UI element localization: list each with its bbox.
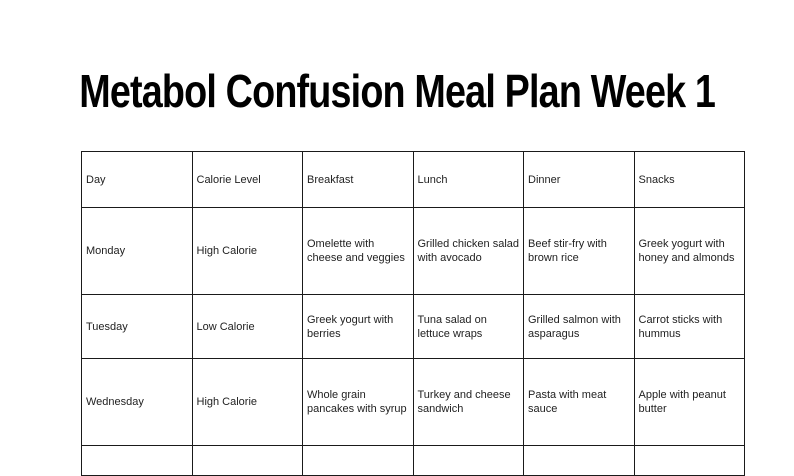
cell-snacks: Greek yogurt with honey and almonds: [634, 208, 745, 295]
cell-lunch: Tuna salad on lettuce wraps: [413, 295, 524, 359]
cell-calorie-level: High Calorie: [192, 208, 303, 295]
header-dinner: Dinner: [524, 152, 635, 208]
cell-snacks: Apple with peanut butter: [634, 359, 745, 446]
header-snacks: Snacks: [634, 152, 745, 208]
cell-lunch: [413, 446, 524, 476]
header-breakfast: Breakfast: [303, 152, 414, 208]
cell-breakfast: Greek yogurt with berries: [303, 295, 414, 359]
meal-plan-table: [81, 151, 745, 476]
cell-lunch: Turkey and cheese sandwich: [413, 359, 524, 446]
table-header-row: [82, 152, 745, 208]
table-row: [82, 295, 745, 359]
table-row: [82, 208, 745, 295]
cell-calorie-level: [192, 446, 303, 476]
cell-breakfast: Whole grain pancakes with syrup: [303, 359, 414, 446]
header-calorie-level: Calorie Level: [192, 152, 303, 208]
cell-day: Tuesday: [82, 295, 193, 359]
page-title: Metabol Confusion Meal Plan Week 1: [79, 65, 716, 117]
cell-day: Monday: [82, 208, 193, 295]
cell-dinner: Grilled salmon with asparagus: [524, 295, 635, 359]
cell-lunch: Grilled chicken salad with avocado: [413, 208, 524, 295]
table-row: [82, 359, 745, 446]
cell-day: [82, 446, 193, 476]
header-day: Day: [82, 152, 193, 208]
header-lunch: Lunch: [413, 152, 524, 208]
cell-breakfast: Omelette with cheese and veggies: [303, 208, 414, 295]
cell-dinner: Beef stir-fry with brown rice: [524, 208, 635, 295]
cell-calorie-level: High Calorie: [192, 359, 303, 446]
cell-breakfast: [303, 446, 414, 476]
cell-dinner: [524, 446, 635, 476]
cell-snacks: Carrot sticks with hummus: [634, 295, 745, 359]
cell-snacks: [634, 446, 745, 476]
table-row: [82, 446, 745, 476]
cell-calorie-level: Low Calorie: [192, 295, 303, 359]
cell-day: Wednesday: [82, 359, 193, 446]
cell-dinner: Pasta with meat sauce: [524, 359, 635, 446]
